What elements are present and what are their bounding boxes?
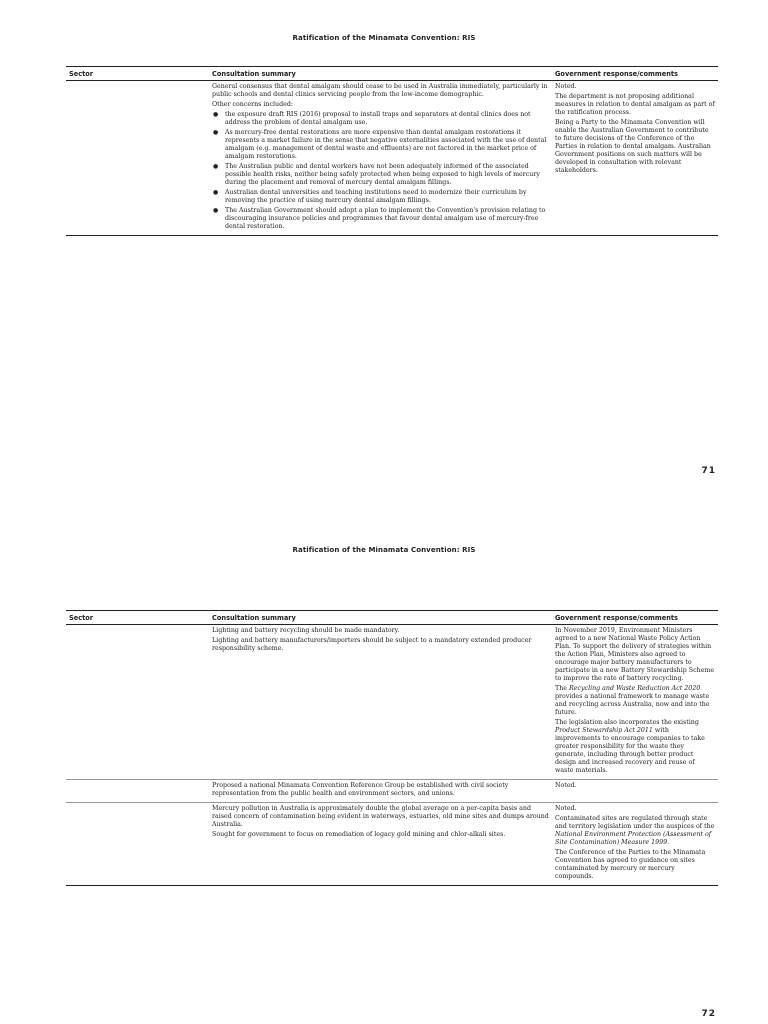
act-title: Recycling and Waste Reduction Act 2020 (568, 685, 701, 692)
list-item-text: Australian dental universities and teaching institutions need to modernize their curriculum by removing the practice of using mercury dental amalgam fillings. (225, 189, 527, 204)
measure-title: National Environment Protection (Assessment of Site Contamination) Measure 1999. (555, 831, 712, 846)
col-header-summary: Consultation summary (209, 611, 552, 625)
page-72 (0, 512, 768, 1024)
response-paragraph (555, 719, 715, 775)
consultation-table (66, 610, 718, 886)
text-run: provides a national framework to manage waste and recycling across Australia, now and into the future. (555, 693, 710, 716)
text-run: Contaminated sites are regulated through state and territory legislation under the auspices of the (555, 815, 715, 830)
response-paragraph: Being a Party to the Minamata Convention will enable the Australian Government to contribute to future decisions of the Conference of the Parties in relation to dental amalgam. Australian Government positions on such matters will be developed in consultation with relevant stakeholders. (555, 119, 711, 174)
list-item-text: the exposure draft RIS (2016) proposal to install traps and separators at dental clinics does not address the problem of dental amalgam use. (225, 111, 531, 126)
col-header-sector: Sector (66, 611, 209, 625)
text-run: The legislation also incorporates the existing (555, 719, 699, 726)
concerns-list (212, 111, 549, 231)
list-item (213, 189, 549, 205)
summary-paragraph: General consensus that dental amalgam should cease to be used in Australia immediately, particularly in public schools and dental clinics servicing people from the low-income demographic. (212, 83, 548, 98)
running-header: Ratification of the Minamata Convention: RIS (292, 34, 476, 42)
text-run: with improvements to encourage companies to take greater responsibility for the waste they generate, including through better product design and increased recovery and reuse of waste materials. (555, 727, 705, 774)
summary-paragraph: Mercury pollution in Australia is approximately double the global average on a per-capita basis and raised concern of contamination being evident in waterways, estuaries, old mine sites and dumps around Australia. (212, 805, 549, 828)
sector-cell (66, 625, 209, 780)
response-paragraph: The Conference of the Parties to the Minamata Convention has agreed to guidance on sites contaminated by mercury or mercury compounds. (555, 849, 706, 880)
consultation-table (66, 66, 718, 236)
summary-paragraph: Other concerns included: (212, 101, 293, 108)
list-item-text: As mercury-free dental restorations are more expensive than dental amalgam restorations it represents a market failure in the sense that negative externalities associated with the use of dental amalgam (e.g. management of dental waste and effluents) are not factored in the market price of amalgam restorations. (225, 129, 547, 160)
response-paragraph: Noted. (555, 83, 577, 90)
list-item (213, 129, 549, 161)
sector-cell (66, 803, 209, 886)
bullet-icon: ● (213, 129, 219, 136)
sector-cell (66, 81, 209, 236)
response-paragraph (555, 815, 715, 847)
list-item-text: The Australian public and dental workers have not been adequately informed of the associated possible health risks, neither being safely protected when being exposed to high levels of mercury during the placement and removal of mercury dental amalgam fillings. (225, 163, 540, 186)
text-run: The (555, 685, 569, 692)
response-cell (552, 780, 718, 803)
table-row (66, 803, 718, 886)
response-cell (552, 803, 718, 886)
bullet-icon: ● (213, 207, 219, 214)
sector-cell (66, 780, 209, 803)
list-item (213, 111, 549, 127)
act-title: Product Stewardship Act 2011 (555, 727, 653, 734)
table-row (66, 81, 718, 236)
bullet-icon: ● (213, 111, 219, 118)
col-header-response: Government response/comments (552, 67, 718, 81)
response-paragraph: In November 2019, Environment Ministers agreed to a new National Waste Policy Action Plan. To support the delivery of strategies within the Action Plan, Ministers also agreed to encourage major battery manufacturers to participate in a new Battery Stewardship Scheme to improve the rate of battery recycling. (555, 627, 715, 682)
summary-cell (209, 625, 552, 780)
response-cell (552, 81, 718, 236)
summary-cell (209, 81, 552, 236)
col-header-sector: Sector (66, 67, 209, 81)
page-number: 72 (701, 1009, 716, 1019)
table-row (66, 625, 718, 780)
page-number: 71 (701, 466, 716, 476)
list-item (213, 163, 549, 187)
col-header-response: Government response/comments (552, 611, 718, 625)
table-row (66, 780, 718, 803)
response-paragraph (555, 685, 715, 717)
response-paragraph: Noted. (555, 805, 577, 812)
summary-paragraph: Lighting and battery manufacturers/importers should be subject to a mandatory extended producer responsibility scheme. (212, 637, 532, 652)
list-item (213, 207, 549, 231)
summary-paragraph: Proposed a national Minamata Convention Reference Group be established with civil society representation from the public health and environment sectors, and unions. (212, 782, 509, 797)
summary-cell (209, 780, 552, 803)
response-cell (552, 625, 718, 780)
summary-paragraph: Lighting and battery recycling should be made mandatory. (212, 627, 400, 634)
summary-cell (209, 803, 552, 886)
running-header: Ratification of the Minamata Convention: RIS (292, 546, 476, 554)
bullet-icon: ● (213, 189, 219, 196)
bullet-icon: ● (213, 163, 219, 170)
list-item-text: The Australian Government should adopt a plan to implement the Convention's provision relating to discouraging insurance policies and programmes that favour dental amalgam use of mercury-free dental restoration. (225, 207, 546, 230)
summary-paragraph: Sought for government to focus on remediation of legacy gold mining and chlor-alkali sites. (212, 831, 506, 838)
response-paragraph: Noted. (555, 782, 577, 789)
response-paragraph: The department is not proposing additional measures in relation to dental amalgam as part of the ratification process. (555, 93, 715, 116)
col-header-summary: Consultation summary (209, 67, 552, 81)
